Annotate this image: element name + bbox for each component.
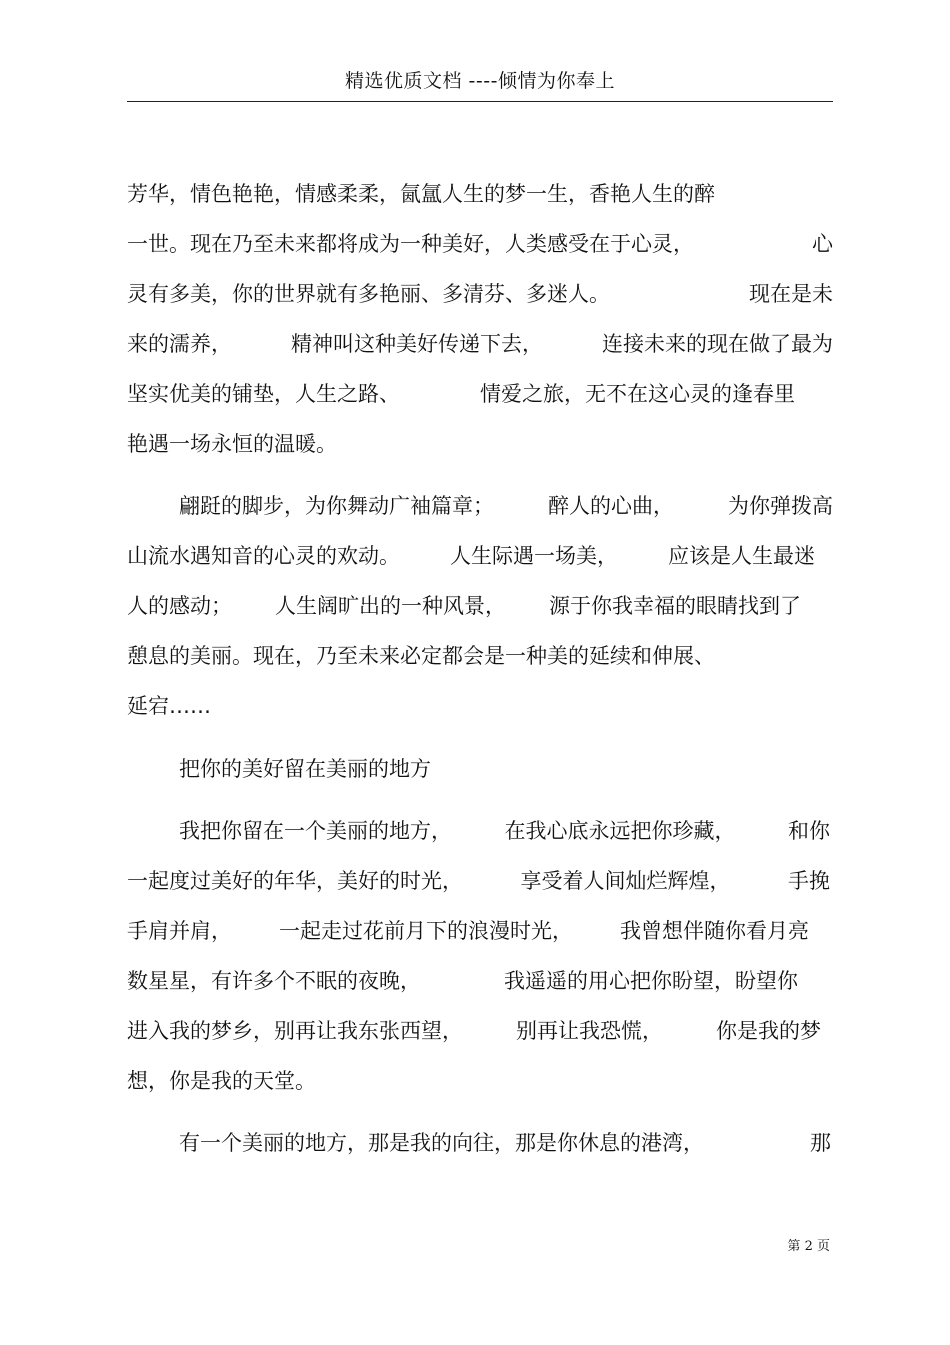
text-segment: 为你弹拨高 xyxy=(728,494,833,518)
text-segment: 人的感动； xyxy=(127,594,232,618)
text-segment: 心 xyxy=(812,232,833,256)
text-segment: 有一个美丽的地方，那是我的向往，那是你休息的港湾， xyxy=(179,1131,704,1155)
text-line xyxy=(127,691,833,721)
text-line xyxy=(127,429,833,459)
page-number: 2 xyxy=(804,1239,813,1254)
text-segment: 手肩并肩， xyxy=(127,919,232,943)
page-header: 精选优质文档 ----倾情为你奉上 xyxy=(345,70,615,92)
text-segment: 翩跹的脚步，为你舞动广袖篇章； xyxy=(179,494,494,518)
text-segment: 把你的美好留在美丽的地方 xyxy=(179,757,431,781)
text-segment: 人生际遇一场美， xyxy=(450,544,618,568)
text-segment: 一起走过花前月下的浪漫时光， xyxy=(279,919,573,943)
text-segment: 情爱之旅，无不在这心灵的逢春里 xyxy=(480,382,795,406)
footer-suffix: 页 xyxy=(816,1239,830,1254)
text-segment: 在我心底永远把你珍藏， xyxy=(504,819,736,843)
text-segment: 一世。现在乃至未来都将成为一种美好，人类感受在于心灵， xyxy=(127,232,694,256)
text-line xyxy=(127,329,833,359)
text-segment: 我曾想伴随你看月亮 xyxy=(620,919,809,943)
text-segment: 想，你是我的天堂。 xyxy=(127,1069,316,1093)
text-segment: 和你 xyxy=(788,819,830,843)
text-line xyxy=(127,229,833,259)
text-segment: 醉人的心曲， xyxy=(548,494,674,518)
text-segment: 你是我的梦 xyxy=(716,1019,821,1043)
text-segment: 进入我的梦乡，别再让我东张西望， xyxy=(127,1019,463,1043)
text-segment: 芳华，情色艳艳，情感柔柔，氤氲人生的梦一生，香艳人生的醉 xyxy=(127,182,715,206)
text-segment: 山流水遇知音的心灵的欢动。 xyxy=(127,544,400,568)
text-line xyxy=(127,541,815,571)
text-line xyxy=(127,379,795,409)
text-segment: 现在是未 xyxy=(749,282,833,306)
footer-prefix: 第 xyxy=(787,1239,801,1254)
text-segment: 我遥遥的用心把你盼望，盼望你 xyxy=(504,969,798,993)
text-segment: 来的濡养， xyxy=(127,332,232,356)
text-segment: 艳遇一场永恒的温暖。 xyxy=(127,432,337,456)
text-segment: 憩息的美丽。现在，乃至未来必定都会是一种美的延续和伸展、 xyxy=(127,644,715,668)
text-segment: 人生阔旷出的一种风景， xyxy=(275,594,506,618)
text-line xyxy=(127,916,809,946)
text-segment: 坚实优美的铺垫，人生之路、 xyxy=(127,382,400,406)
text-segment: 一起度过美好的年华，美好的时光， xyxy=(127,869,463,893)
text-segment: 享受着人间灿烂辉煌， xyxy=(520,869,731,893)
text-line xyxy=(127,1066,833,1096)
text-line xyxy=(127,1016,821,1046)
text-segment: 应该是人生最迷 xyxy=(668,544,815,568)
text-line xyxy=(127,179,833,209)
text-segment: 灵有多美，你的世界就有多艳丽、多清芬、多迷人。 xyxy=(127,282,610,306)
text-line xyxy=(127,591,801,621)
text-segment: 数星星，有许多个不眠的夜晚， xyxy=(127,969,421,993)
text-line xyxy=(179,1128,831,1158)
section-title xyxy=(179,754,833,784)
text-segment: 源于你我幸福的眼睛找到了 xyxy=(549,594,801,618)
text-line xyxy=(179,491,833,521)
text-line xyxy=(127,641,833,671)
text-segment: 别再让我恐慌， xyxy=(516,1019,663,1043)
text-segment: 连接未来的现在做了最为 xyxy=(602,332,833,356)
text-line xyxy=(179,816,830,846)
text-line xyxy=(127,966,798,996)
text-line xyxy=(127,279,833,309)
header-divider xyxy=(127,101,833,102)
text-segment: 精神叫这种美好传递下去， xyxy=(291,332,543,356)
text-segment: 那 xyxy=(810,1131,831,1155)
text-segment: 手挽 xyxy=(788,869,830,893)
text-segment: 我把你留在一个美丽的地方， xyxy=(179,819,452,843)
page-number-footer xyxy=(787,1238,830,1256)
text-segment: 延宕…… xyxy=(127,694,211,718)
text-line xyxy=(127,866,830,896)
